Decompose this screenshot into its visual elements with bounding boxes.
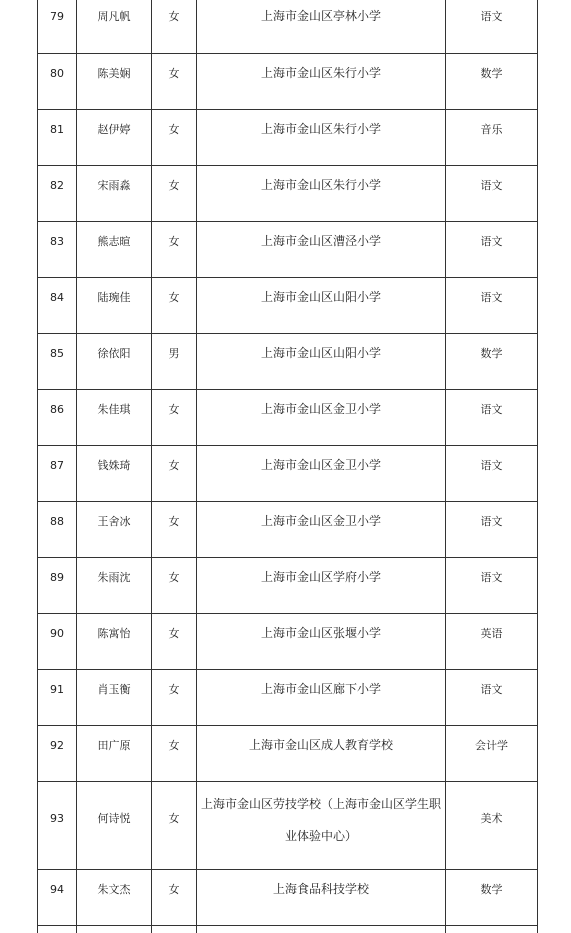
name-cell: 宋雨淼: [77, 166, 152, 222]
name-cell: 熊志暄: [77, 222, 152, 278]
table-row: [38, 614, 538, 670]
school-cell: 上海市金山区学府小学: [197, 558, 446, 614]
row-number-cell: 92: [38, 726, 77, 782]
gender-cell: 男: [152, 334, 197, 390]
row-number-cell: 89: [38, 558, 77, 614]
table-row: [38, 558, 538, 614]
row-number-cell: [38, 926, 77, 933]
gender-cell: 女: [152, 278, 197, 334]
name-cell: 徐依阳: [77, 334, 152, 390]
row-number-cell: 90: [38, 614, 77, 670]
gender-cell: 女: [152, 222, 197, 278]
gender-cell: 女: [152, 446, 197, 502]
row-number-cell: 88: [38, 502, 77, 558]
gender-cell: 女: [152, 54, 197, 110]
row-number-cell: 81: [38, 110, 77, 166]
table-row: [38, 726, 538, 782]
school-cell: 上海市金山区朱行小学: [197, 54, 446, 110]
table-row-partial: [38, 926, 538, 933]
subject-cell: 语文: [446, 670, 538, 726]
gender-cell: 女: [152, 502, 197, 558]
table-row: [38, 110, 538, 166]
school-cell: 上海市金山区廊下小学: [197, 670, 446, 726]
subject-cell: 数学: [446, 870, 538, 926]
name-cell: [77, 926, 152, 933]
table-row: [38, 334, 538, 390]
name-cell: 何诗悦: [77, 782, 152, 870]
gender-cell: 女: [152, 614, 197, 670]
school-cell: 上海市金山区山阳小学: [197, 334, 446, 390]
gender-cell: 女: [152, 0, 197, 54]
table-row: [38, 166, 538, 222]
subject-cell: 语文: [446, 0, 538, 54]
subject-cell: 数学: [446, 54, 538, 110]
subject-cell: 语文: [446, 446, 538, 502]
name-cell: 赵伊婷: [77, 110, 152, 166]
school-cell: 上海市金山区朱行小学: [197, 166, 446, 222]
row-number-cell: 80: [38, 54, 77, 110]
row-number-cell: 84: [38, 278, 77, 334]
school-cell: 上海市金山区朱行小学: [197, 110, 446, 166]
subject-cell: 语文: [446, 390, 538, 446]
name-cell: 朱雨沈: [77, 558, 152, 614]
school-cell: 上海市金山区劳技学校（上海市金山区学生职业体验中心）: [197, 782, 446, 870]
row-number-cell: 93: [38, 782, 77, 870]
table-row: [38, 446, 538, 502]
table-row: [38, 0, 538, 54]
name-cell: 周凡帆: [77, 0, 152, 54]
school-cell: 上海市金山区金卫小学: [197, 446, 446, 502]
subject-cell: 音乐: [446, 110, 538, 166]
subject-cell: 美术: [446, 782, 538, 870]
name-cell: 钱姝琦: [77, 446, 152, 502]
school-cell: [197, 926, 446, 933]
school-cell: 上海市金山区亭林小学: [197, 0, 446, 54]
row-number-cell: 82: [38, 166, 77, 222]
subject-cell: 会计学: [446, 726, 538, 782]
subject-cell: 语文: [446, 558, 538, 614]
table-row: [38, 222, 538, 278]
school-cell: 上海市金山区金卫小学: [197, 390, 446, 446]
subject-cell: 语文: [446, 166, 538, 222]
gender-cell: 女: [152, 166, 197, 222]
gender-cell: 女: [152, 726, 197, 782]
table-row: [38, 502, 538, 558]
school-cell: 上海市金山区山阳小学: [197, 278, 446, 334]
row-number-cell: 87: [38, 446, 77, 502]
gender-cell: 女: [152, 670, 197, 726]
gender-cell: 女: [152, 390, 197, 446]
subject-cell: 语文: [446, 502, 538, 558]
row-number-cell: 86: [38, 390, 77, 446]
subject-cell: 英语: [446, 614, 538, 670]
school-cell: 上海市金山区金卫小学: [197, 502, 446, 558]
subject-cell: 语文: [446, 278, 538, 334]
gender-cell: 女: [152, 110, 197, 166]
subject-cell: 语文: [446, 222, 538, 278]
name-cell: 朱文杰: [77, 870, 152, 926]
table-row: [38, 390, 538, 446]
gender-cell: 女: [152, 558, 197, 614]
table-row: [38, 54, 538, 110]
gender-cell: 女: [152, 870, 197, 926]
table-row: [38, 670, 538, 726]
subject-cell: 数学: [446, 334, 538, 390]
row-number-cell: 83: [38, 222, 77, 278]
name-cell: 朱佳琪: [77, 390, 152, 446]
row-number-cell: 85: [38, 334, 77, 390]
school-cell: 上海市金山区成人教育学校: [197, 726, 446, 782]
gender-cell: 女: [152, 782, 197, 870]
table-row: [38, 782, 538, 870]
subject-cell: [446, 926, 538, 933]
name-cell: 陆琬佳: [77, 278, 152, 334]
row-number-cell: 79: [38, 0, 77, 54]
row-number-cell: 91: [38, 670, 77, 726]
name-cell: 田广原: [77, 726, 152, 782]
gender-cell: [152, 926, 197, 933]
name-cell: 王舍冰: [77, 502, 152, 558]
school-cell: 上海市金山区张堰小学: [197, 614, 446, 670]
name-cell: 陈美娴: [77, 54, 152, 110]
school-cell: 上海食品科技学校: [197, 870, 446, 926]
name-cell: 肖玉衡: [77, 670, 152, 726]
name-cell: 陈寓怡: [77, 614, 152, 670]
table-row: [38, 870, 538, 926]
staff-roster-table: [37, 0, 538, 933]
row-number-cell: 94: [38, 870, 77, 926]
table-row: [38, 278, 538, 334]
school-cell: 上海市金山区漕泾小学: [197, 222, 446, 278]
